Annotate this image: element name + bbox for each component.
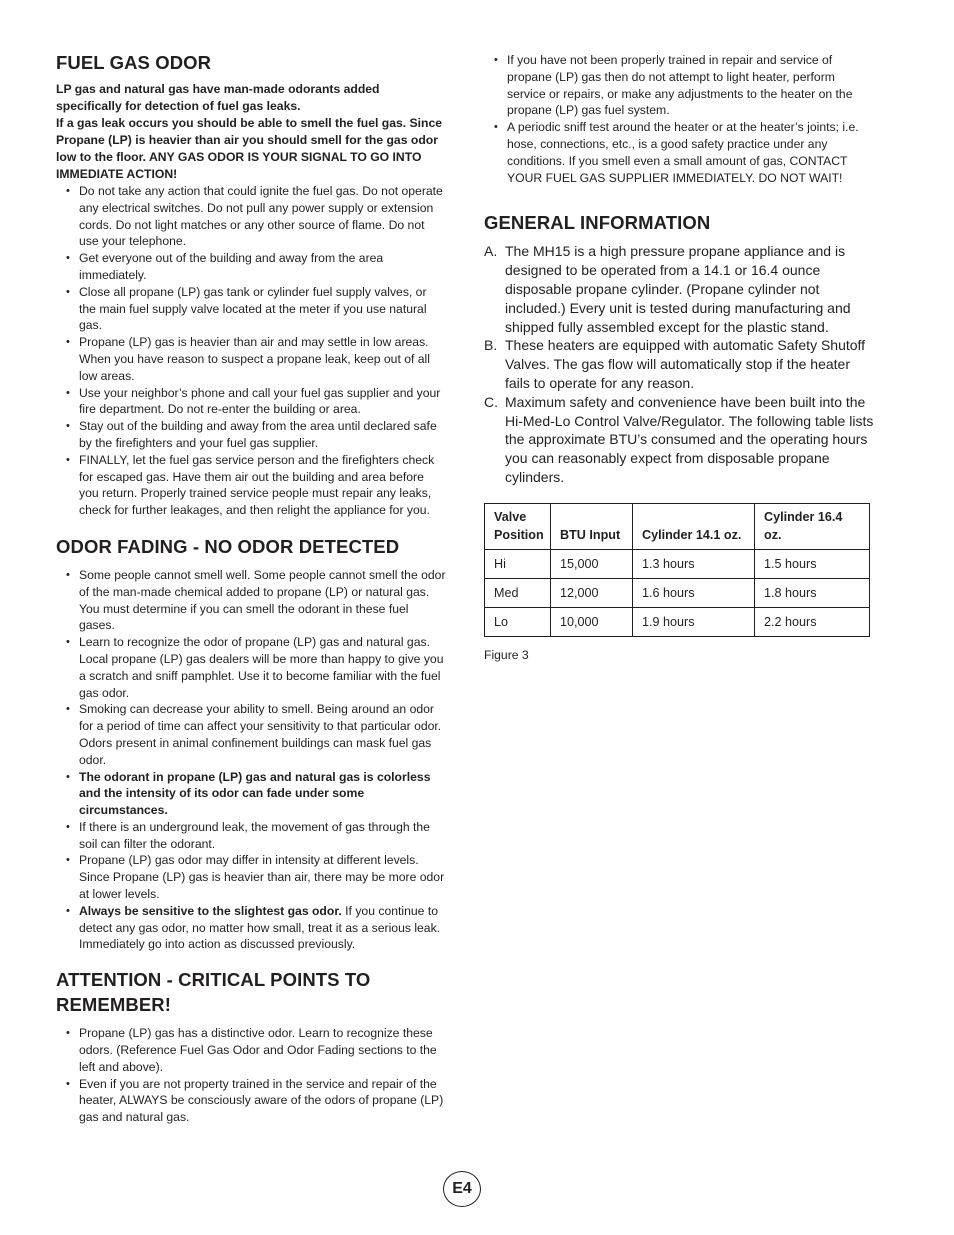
odor-fading-section [56, 534, 446, 953]
list-item [56, 701, 446, 768]
list-item: • Close all propane (LP) gas tank or cylinder fuel supply valves, or the main fuel supply valve located at the meter if you use natural gas. [56, 284, 446, 334]
table-cell: 1.9 hours [633, 607, 755, 636]
list-item [56, 769, 446, 819]
intro-paragraph: LP gas and natural gas have man-made odorants added specifically for detection of fuel gas leaks. [56, 82, 380, 113]
list-item: • Stay out of the building and away from the area until declared safe by the firefighters and your fuel gas supplier. [56, 418, 446, 452]
item-text: If there is an underground leak, the movement of gas through the soil can filter the odorant. [79, 819, 430, 851]
table-cell: 1.3 hours [633, 549, 755, 578]
column-header: BTU Input [551, 503, 633, 549]
odor-fading-heading: ODOR FADING - NO ODOR DETECTED [56, 535, 400, 557]
intro-paragraph: If a gas leak occurs you should be able to smell the fuel gas. Since Propane (LP) is heavier than air you should smell for the gas odor low to the floor. ANY GAS ODOR IS YOUR SIGNAL TO GO INTO IMMEDIATE ACTION! [56, 116, 443, 181]
list-item [484, 393, 874, 487]
list-item [484, 336, 874, 392]
list-item [56, 634, 446, 701]
item-text: Maximum safety and convenience have been built into the Hi-Med-Lo Control Valve/Regulator. The following table lists the approximate BTU’s consumed and the operating hours you can reasonably expect from disposable propane cylinders. [505, 393, 874, 485]
left-column [56, 50, 446, 1126]
table-cell: 1.8 hours [755, 578, 870, 607]
attention-heading: ATTENTION - CRITICAL POINTS TO REMEMBER! [56, 969, 371, 1016]
list-item: • Use your neighbor’s phone and call your fuel gas supplier and your fire department. Do not re-enter the building or area. [56, 385, 446, 419]
list-item: • Propane (LP) gas is heavier than air and may settle in low areas. When you have reason to suspect a propane leak, keep out of all low areas. [56, 334, 446, 384]
item-text: Some people cannot smell well. Some people cannot smell the odor of the man-made chemical added to propane (LP) or natural gas. You must determine if you can smell the odorant in these fuel gases. [79, 567, 446, 633]
list-item: • Get everyone out of the building and away from the area immediately. [56, 250, 446, 284]
general-information-list [484, 242, 874, 486]
figure-caption: Figure 3 [484, 647, 529, 662]
list-item: • Even if you are not property trained in the service and repair of the heater, ALWAYS be consciously aware of the odors of propane (LP) gas and natural gas. [56, 1076, 446, 1126]
list-item [56, 567, 446, 634]
right-column [484, 52, 874, 662]
bold-text: The odorant in propane (LP) gas and natural gas is colorless and the intensity of its odor can fade under some circumstances. [79, 769, 431, 818]
btu-table [484, 503, 870, 637]
table-cell: 10,000 [551, 607, 633, 636]
table-cell: Lo [485, 607, 551, 636]
table-row [485, 549, 870, 578]
list-item: • Do not take any action that could ignite the fuel gas. Do not operate any electrical switches. Do not pull any power supply or extension cords. Do not light matches or any other source of flame. Do not use your telephone. [56, 183, 446, 250]
bold-text: Always be sensitive to the slightest gas odor. [79, 903, 342, 918]
table-cell: 1.5 hours [755, 549, 870, 578]
table-cell: Med [485, 578, 551, 607]
column-header: Cylinder 16.4 oz. [755, 503, 870, 549]
column-header: Valve Position [485, 503, 551, 549]
table-row [485, 578, 870, 607]
list-item [56, 819, 446, 853]
item-text: Propane (LP) gas odor may differ in intensity at different levels. Since Propane (LP) gas is heavier than air, there may be more odor at lower levels. [79, 853, 445, 902]
item-text: Learn to recognize the odor of propane (LP) gas and natural gas. Local propane (LP) gas dealers will be more than happy to give you a scratch and sniff pamphlet. Use it to become familiar with the fuel gas odor. [79, 635, 444, 700]
table-row [485, 607, 870, 636]
item-text: These heaters are equipped with automatic Safety Shutoff Valves. The gas flow will automatically stop if the heater fails to operate for any reason. [505, 337, 866, 391]
table-header-row [485, 503, 870, 549]
attention-list-continued [484, 52, 874, 186]
list-item [56, 852, 446, 902]
attention-section [56, 967, 446, 1126]
page-number: E4 [443, 1171, 481, 1207]
table-cell: 12,000 [551, 578, 633, 607]
item-marker: C. [484, 393, 498, 410]
item-text: If you continue to detect any gas odor, no matter how small, treat it as a serious leak. Immediately go into action as discussed previously. [79, 903, 441, 952]
fuel-gas-odor-heading: FUEL GAS ODOR [56, 52, 212, 73]
fuel-gas-odor-section [56, 50, 446, 519]
item-marker: B. [484, 337, 498, 354]
item-text: The MH15 is a high pressure propane appliance and is designed to be operated from a 14.1 or 16.4 ounce disposable propane cylinder. (Propane cylinder not included.) Every unit is tested during manufacturing and shipped fully assembled except for the plastic stand. [505, 243, 851, 335]
list-item [484, 242, 874, 336]
table-cell: 15,000 [551, 549, 633, 578]
column-header: Cylinder 14.1 oz. [633, 503, 755, 549]
general-information-section [484, 210, 874, 661]
general-information-heading: GENERAL INFORMATION [484, 212, 711, 234]
item-marker: A. [484, 243, 498, 260]
item-text: Smoking can decrease your ability to smell. Being around an odor for a period of time can affect your sensitivity to that particular odor. Odors present in animal confinement buildings can mask fuel gas odor. [79, 702, 442, 767]
list-item: • Propane (LP) gas has a distinctive odor. Learn to recognize these odors. (Reference Fuel Gas Odor and Odor Fading sections to the left and above). [56, 1025, 446, 1075]
list-item [56, 903, 446, 953]
list-item: • If you have not been properly trained in repair and service of propane (LP) gas then do not attempt to light heater, perform service or repairs, or make any adjustments to the heater on the propane (LP) gas fuel system. [484, 52, 874, 119]
attention-list [56, 1025, 446, 1126]
table-cell: 2.2 hours [755, 607, 870, 636]
list-item: • FINALLY, let the fuel gas service person and the firefighters check for escaped gas. Have them air out the building and area before you return. Properly trained service people must repair any leaks, check for further leakages, and then relight the appliance for you. [56, 452, 446, 519]
table-cell: 1.6 hours [633, 578, 755, 607]
table-cell: Hi [485, 549, 551, 578]
list-item: • A periodic sniff test around the heater or at the heater’s joints; i.e. hose, connections, etc., is a good safety practice under any conditions. If you smell even a small amount of gas, CONTACT YOUR FUEL GAS SUPPLIER IMMEDIATELY. DO NOT WAIT! [484, 119, 874, 186]
fuel-gas-odor-list [56, 183, 446, 519]
fuel-gas-odor-intro [56, 81, 446, 183]
odor-fading-list [56, 567, 446, 953]
